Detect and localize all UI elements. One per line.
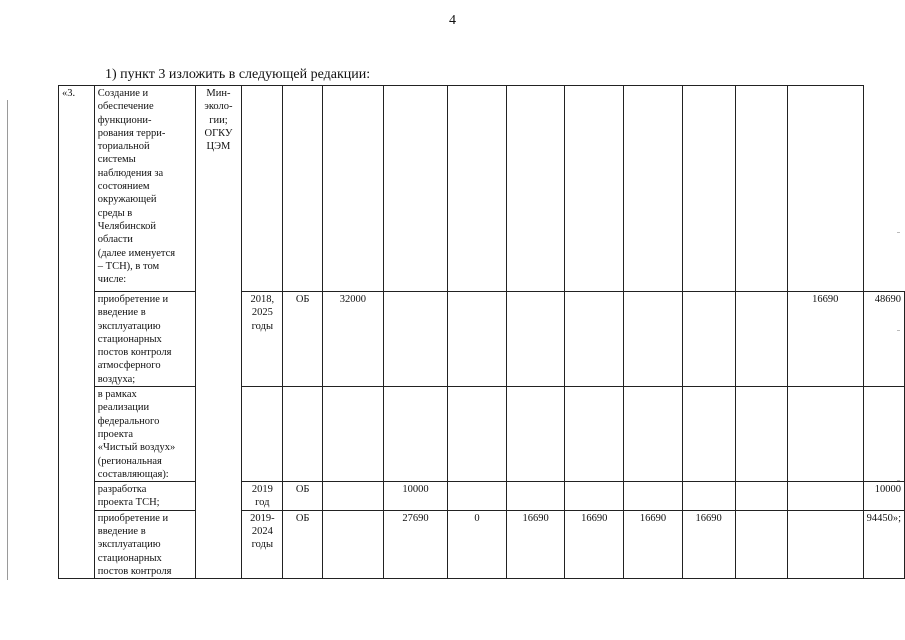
value-cell (787, 510, 863, 578)
value-cell: 16690 (624, 510, 683, 578)
row-name-line: области (97, 234, 133, 246)
executor-line: ОГКУ (204, 127, 233, 139)
value-cell (565, 86, 624, 292)
executor-cell (195, 86, 242, 579)
row-name-line: постов контроля (97, 565, 172, 577)
row-name-line: введение в (97, 307, 146, 319)
period-cell (242, 292, 283, 387)
row-name-cell (94, 387, 195, 482)
value-cell (624, 86, 683, 292)
row-name-line: приобретение и (97, 512, 169, 524)
executor-line: ЦЭМ (206, 141, 231, 153)
value-cell (506, 292, 565, 387)
value-cell (735, 292, 787, 387)
row-name-line: эксплуатацию (97, 320, 161, 332)
total-cell (787, 86, 863, 292)
row-name-cell (94, 482, 195, 511)
source-cell (283, 387, 323, 482)
table-row (59, 86, 905, 292)
intro-text: 1) пункт 3 изложить в следующей редакции: (105, 67, 371, 82)
period-line: 2025 (251, 307, 273, 319)
source-cell (283, 86, 323, 292)
period-line: 2019- (250, 512, 275, 524)
value-cell (506, 86, 565, 292)
total-cell (863, 387, 904, 482)
value-cell: 16690 (787, 292, 863, 387)
executor-line: гии; (209, 114, 228, 126)
table-row (59, 387, 905, 482)
value-cell (787, 482, 863, 511)
row-name-line: эксплуатацию (97, 539, 161, 551)
period-line: 2018, (250, 294, 275, 305)
value-cell: 0 (448, 510, 506, 578)
row-name-line: ториальной (97, 141, 150, 153)
row-name-line: – ТСН), в том (97, 260, 160, 272)
period-cell (242, 482, 283, 511)
row-name-line: Челябинской (97, 220, 157, 232)
period-line: годы (251, 539, 273, 551)
row-name-line: проекта ТСН; (97, 497, 160, 509)
value-cell: 32000 (323, 292, 384, 387)
value-cell (565, 482, 624, 511)
period-cell (242, 86, 283, 292)
value-cell (323, 482, 384, 511)
value-cell (448, 292, 506, 387)
value-cell (383, 292, 448, 387)
total-cell: 48690 (863, 292, 904, 387)
row-name-line: окружающей (97, 194, 157, 206)
period-cell (242, 387, 283, 482)
value-cell (383, 86, 448, 292)
value-cell (448, 482, 506, 511)
table-row (59, 292, 905, 387)
row-name-line: реализации (97, 402, 150, 414)
source-cell: ОБ (283, 482, 323, 511)
row-name-line: Создание и (97, 88, 149, 99)
source-cell: ОБ (283, 292, 323, 387)
value-cell (682, 387, 735, 482)
row-name-line: постов контроля (97, 347, 172, 359)
row-name-line: федерального (97, 415, 160, 427)
value-cell (735, 510, 787, 578)
row-name-line: составляющая): (97, 468, 169, 480)
period-line: 2024 (251, 526, 273, 538)
program-table (58, 85, 905, 579)
value-cell (787, 387, 863, 482)
row-name-line: функциони- (97, 114, 152, 126)
value-cell (624, 292, 683, 387)
value-cell: 10000 (383, 482, 448, 511)
page-number: 4 (449, 13, 456, 28)
value-cell: 27690 (383, 510, 448, 578)
value-cell (323, 387, 384, 482)
executor-line: эколо- (204, 101, 233, 113)
row-name-cell (94, 510, 195, 578)
row-name-line: системы (97, 154, 136, 166)
value-cell (682, 292, 735, 387)
row-name-line: состоянием (97, 181, 150, 193)
period-line: 2019 (251, 484, 273, 496)
row-name-line: атмосферного (97, 360, 161, 372)
row-name-line: приобретение и (97, 294, 169, 305)
row-name-line: (далее именуется (97, 247, 176, 259)
value-cell (735, 387, 787, 482)
row-name-line: среды в (97, 207, 133, 219)
row-name-cell (94, 86, 195, 292)
row-name-cell (94, 292, 195, 387)
source-cell: ОБ (283, 510, 323, 578)
value-cell (682, 86, 735, 292)
row-name-line: стационарных (97, 552, 162, 564)
value-cell: 16690 (565, 510, 624, 578)
value-cell (565, 292, 624, 387)
value-cell (735, 86, 787, 292)
row-name-line: проекта (97, 428, 134, 440)
total-cell: 94450»; (863, 510, 904, 578)
row-name-line: воздуха; (97, 373, 136, 385)
value-cell (735, 482, 787, 511)
value-cell (448, 86, 506, 292)
period-line: годы (251, 320, 273, 332)
value-cell (383, 387, 448, 482)
period-line: год (255, 497, 270, 509)
table-row (59, 482, 905, 511)
table-row (59, 510, 905, 578)
period-cell (242, 510, 283, 578)
executor-line: Мин- (206, 88, 231, 99)
value-cell (682, 482, 735, 511)
value-cell (624, 387, 683, 482)
row-name-line: обеспечение (97, 101, 154, 113)
row-name-line: наблюдения за (97, 167, 164, 179)
total-cell: 10000 (863, 482, 904, 511)
row-name-line: рования терри- (97, 127, 166, 139)
value-cell (323, 510, 384, 578)
value-cell: 16690 (506, 510, 565, 578)
item-number: «3. (59, 86, 95, 579)
row-name-line: (региональная (97, 455, 162, 467)
value-cell (448, 387, 506, 482)
value-cell (565, 387, 624, 482)
value-cell (506, 482, 565, 511)
row-name-line: в рамках (97, 389, 137, 401)
value-cell: 16690 (682, 510, 735, 578)
row-name-line: стационарных (97, 333, 162, 345)
row-name-line: «Чистый воздух» (97, 442, 176, 454)
row-name-line: разработка (97, 484, 147, 496)
left-margin-line (7, 100, 8, 580)
row-name-line: числе: (97, 274, 127, 286)
value-cell (624, 482, 683, 511)
row-name-line: введение в (97, 526, 146, 538)
value-cell (506, 387, 565, 482)
value-cell (323, 86, 384, 292)
